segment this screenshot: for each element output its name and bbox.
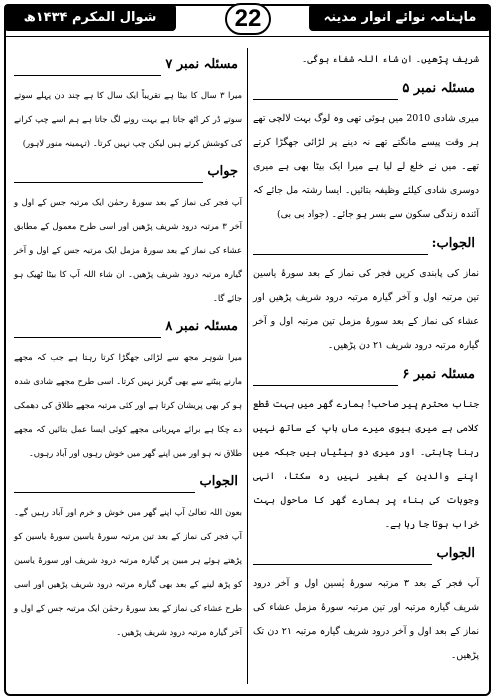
paragraph: آپ فجر کی نماز کے بعد سورۂ رحمٰن ایک مرتبہ جس کے اول و آخر ۳ مرتبہ درود شریف پڑھیں اور اسی طرح معمول کے مطابق عشاء کی نماز کے بعد سورۂ مزمل ایک مرتبہ جس کے اول و آخر گیارہ مرتبہ درود شریف پڑھیں۔ ان شاء اللہ آپ کا بیٹا ٹھیک ہو جائے گا۔: [14, 197, 242, 303]
heading-rule: [253, 543, 432, 565]
heading-rule: [14, 54, 161, 76]
paragraph: بعون اللہ تعالیٰ آپ اپنے گھر میں خوش و خرم اور آباد رہیں گے۔ آپ فجر کی نماز کے بعد تین مرتبہ سورۂ یاسین سورۂ یاسین کو پڑھتے ہوئے ہر مبین پر گیارہ مرتبہ درود شریف اور سورۂ یاسین کو پڑھ لینے کے بعد بھی گیارہ مرتبہ درود شریف پڑھیں اور اسی طرح عشاء کی نماز کے بعد سورۂ رحمٰن ایک مرتبہ جس کے اول و آخر گیارہ مرتبہ درود شریف پڑھیں۔: [14, 507, 242, 637]
heading-label: مسئلہ نمبر ۷: [161, 54, 242, 78]
section-heading: [14, 161, 242, 185]
section-heading: [253, 543, 479, 567]
heading-rule: [253, 364, 398, 386]
section-heading: [14, 54, 242, 78]
section-heading: [253, 78, 479, 102]
heading-label: الجواب: [195, 471, 242, 495]
heading-rule: [253, 233, 428, 255]
heading-label: جواب: [203, 161, 242, 185]
section-heading: [253, 233, 479, 257]
column-divider: [247, 48, 248, 684]
heading-label: مسئلہ نمبر ۸: [161, 316, 242, 340]
paragraph: میری شادی 2010 میں ہوئی تھی وہ لوگ بہت لالچی تھے ہر وقت پیسے مانگتے تھے نہ دینے پر لڑائی جھگڑا کرتے تھے۔ میں نے خلع لے لیا ہے میرا ایک بیٹا بھی ہے میری دوسری شادی کیلئے وظیفہ بتائیں۔ ایسا رشتہ مل جائے کہ آئندہ زندگی سکون سے بسر ہو جائے۔ (جواد بی بی): [253, 113, 480, 220]
magazine-title: ماہنامہ نوائے انوار مدینہ: [309, 4, 491, 31]
paragraph: آپ فجر کے بعد ۳ مرتبہ سورۂ یٰسین اول و آخر درود شریف گیارہ مرتبہ اور تین مرتبہ سورۂ مزمل عشاء کی نماز کے بعد اول و آخر درود شریف گیارہ مرتبہ ۲۱ دن تک پڑھیں۔: [253, 578, 479, 661]
section-heading: [14, 316, 242, 340]
heading-rule: [14, 471, 195, 493]
issue-date: شوال المکرم ۱۴۳۴ھ: [4, 4, 176, 31]
page-number: 22: [225, 3, 271, 35]
paragraph: میرا شوہر مجھ سے لڑائی جھگڑا کرتا رہتا ہے جب کہ مجھے مارنے پیٹنے سے بھی گریز نہیں کرتا۔ اسی طرح مجھے شادی شدہ ہو کر بھی پریشان کرتا ہے اور کئی مرتبہ مجھے طلاق کی دھمکی دے چکا ہے برائے مہربانی مجھے کوئی ایسا عمل بتائیں کہ مجھے طلاق نہ ہو اور میں اپنے گھر میں خوش رہوں اور آباد رہوں۔: [14, 352, 242, 458]
heading-label: مسئلہ نمبر ۶: [398, 364, 479, 388]
heading-label: مسئلہ نمبر ۵: [398, 78, 479, 102]
section-heading: [14, 471, 242, 495]
paragraph: میرا ۳ سال کا بیٹا ہے تقریباً ایک سال کا ہے چند دن پہلے سوتے سوتے ڈر کر اٹھ جاتا ہے بہت رونے لگ جاتا ہے ہم اسے چپ کرانے کی کوشش کرتے ہیں لیکن چپ نہیں کرتا۔ (تہمینہ منور لاہور): [14, 90, 243, 148]
paragraph: نماز کی پابندی کریں فجر کی نماز کے بعد سورۂ یاسین تین مرتبہ اول و آخر گیارہ مرتبہ درود شریف پڑھیں اور عشاء کی نماز کے بعد سورۂ مزمل تین مرتبہ اول و آخر گیارہ مرتبہ درود شریف ۲۱ دن پڑھیں۔: [253, 268, 479, 351]
heading-rule: [14, 316, 161, 338]
heading-rule: [253, 78, 398, 100]
paragraph: شریف پڑھیں۔ ان شاء اللہ شفاء ہوگی۔: [301, 54, 479, 65]
paragraph: جناب محترم پیر صاحب! ہمارے گھر میں بہت قطع کلامی ہے میری بیوی میرے ماں باپ کے ساتھ نہیں رہنا چاہتی۔ اور میری دو بیٹیاں ہیں جبکہ میں اپنے والدین کے بغیر نہیں رہ سکتا، انہی وجوہات کی بناء پر ہمارے گھر کا ماحول بہت خراب ہوتا جا رہا ہے۔: [253, 399, 479, 530]
heading-label: الجواب: [436, 546, 475, 561]
heading-rule: [14, 161, 203, 183]
left-column: [14, 48, 242, 684]
right-column: [253, 48, 479, 684]
header-rule: [4, 36, 491, 37]
section-heading: [253, 364, 479, 388]
heading-label: الجواب:: [428, 233, 479, 257]
